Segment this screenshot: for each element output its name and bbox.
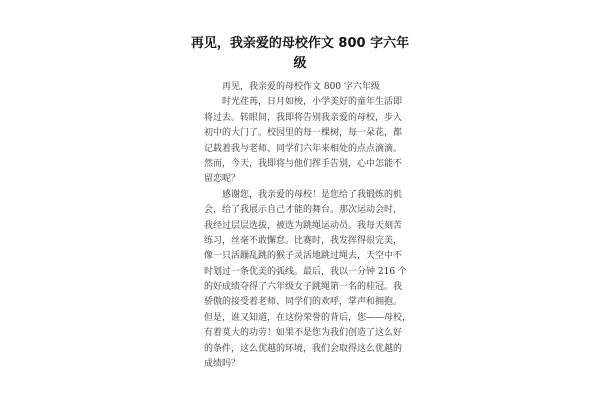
- body-line: 像一只活蹦乱跳的猴子灵活地跳过绳去，天空中不: [204, 251, 403, 262]
- document-title: [190, 34, 410, 74]
- title-line: 级: [293, 56, 307, 71]
- body-line: 感谢您，我亲爱的母校！是您给了我锻炼的机: [222, 189, 403, 200]
- body-line: 再见，我亲爱的母校作文 800 字六年级: [222, 82, 380, 92]
- document-body: [204, 80, 412, 372]
- body-line: 记载着我与老师、同学们六年来相处的点点滴滴。: [204, 143, 403, 154]
- body-line: 初中的大门了。校园里的每一棵树，每一朵花，都: [204, 128, 403, 139]
- body-line: 但是，谁又知道，在这份荣誉的背后，您——母校，: [204, 312, 412, 323]
- body-line: 有着莫大的功劳！如果不是您为我们创造了这么好: [204, 328, 403, 339]
- body-line: 的好成绩夺得了六年级女子跳绳第一名的桂冠。我: [204, 282, 403, 293]
- body-line: 时划过一条优美的弧线。最后，我以一分钟 216 个: [204, 266, 407, 277]
- body-line: 然而，今天，我即将与他们挥手告别，心中怎能不: [204, 158, 403, 169]
- body-line: 我经过层层选拔，被选为跳绳运动员。我每天刻苦: [204, 220, 403, 231]
- body-line: 留恋呢？: [204, 174, 241, 185]
- body-line: 的条件，这么优越的环境，我们会取得这么优越的: [204, 343, 403, 354]
- body-line: 练习，丝毫不敢懈怠。比赛时，我发挥得很完美，: [204, 235, 403, 246]
- body-line: 成绩吗？: [204, 359, 241, 370]
- body-line: 时光荏苒，日月如梭，小学美好的童年生活即: [222, 97, 403, 108]
- body-line: 会，给了我展示自己才能的舞台。那次运动会时，: [204, 205, 403, 216]
- body-line: 将过去。转眼间，我即将告别我亲爱的母校，步入: [204, 112, 403, 123]
- body-line: 骄傲的接受着老师、同学们的欢呼，掌声和拥抱。: [204, 297, 403, 308]
- title-line: 再见，我亲爱的母校作文 800 字六年: [190, 36, 410, 51]
